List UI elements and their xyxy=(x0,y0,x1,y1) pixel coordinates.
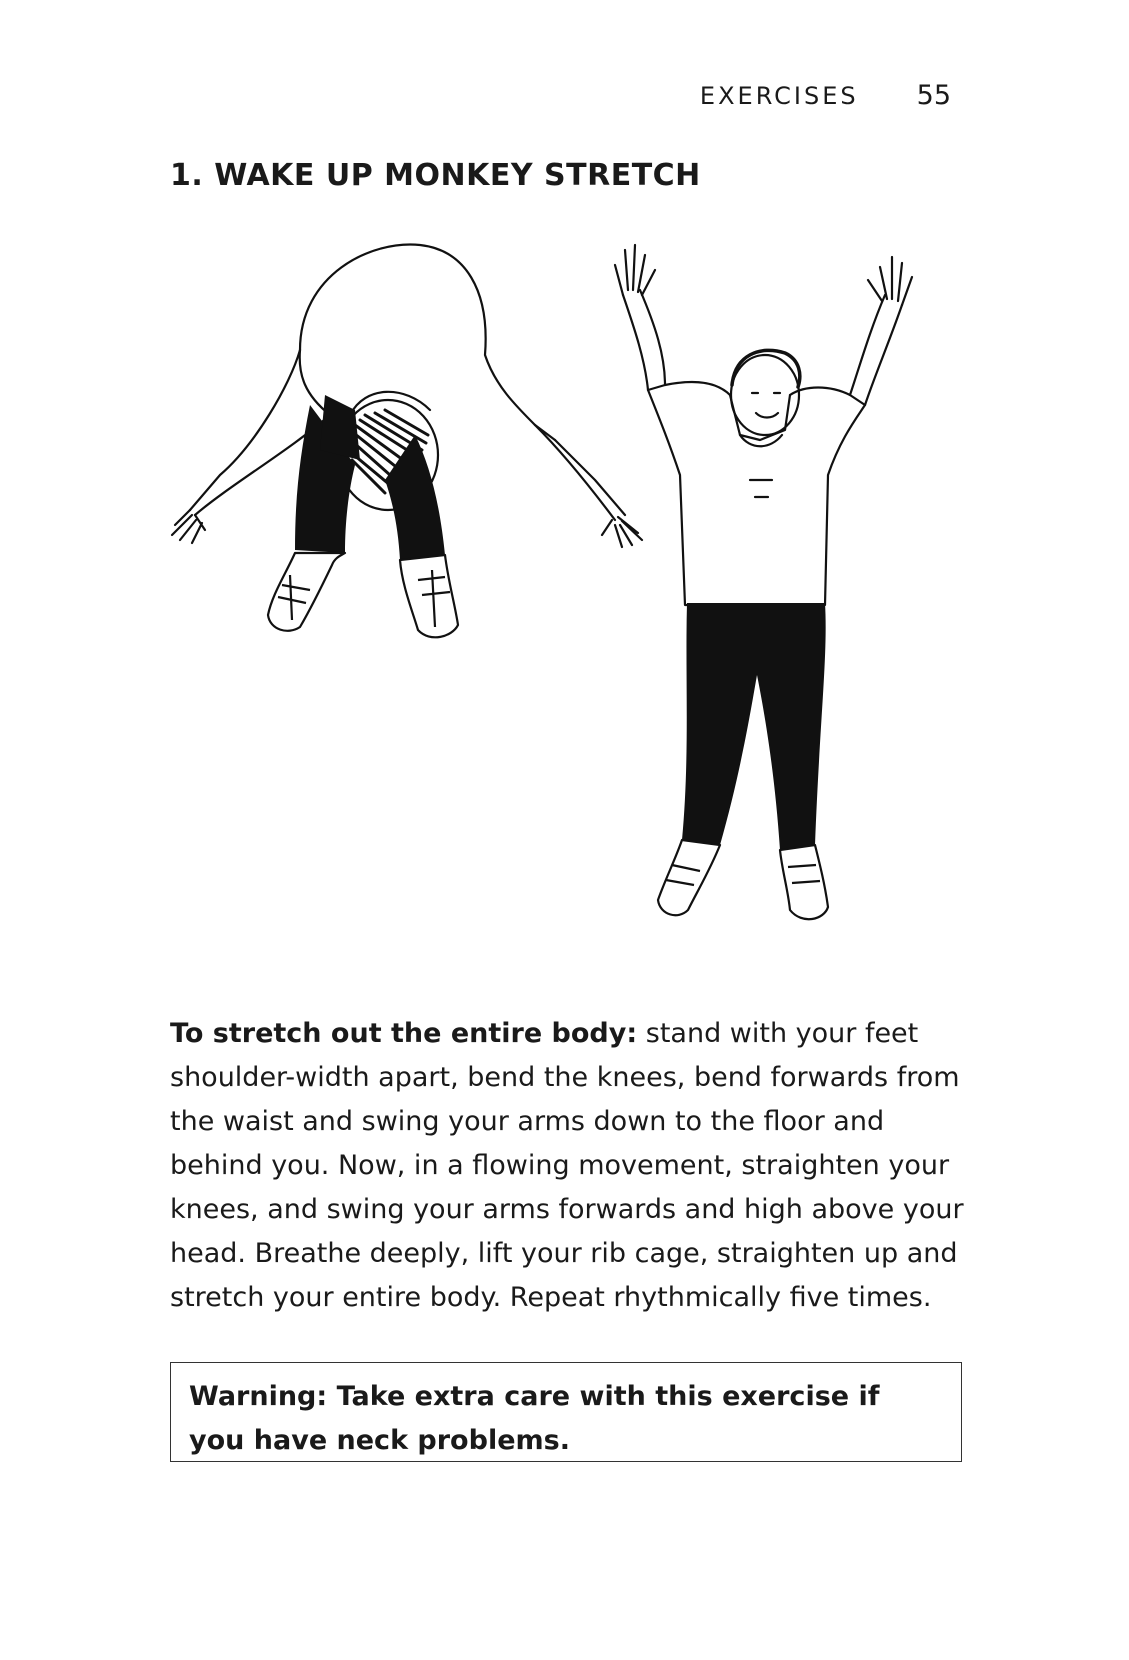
instructions-paragraph xyxy=(170,1012,970,1320)
standing-figure xyxy=(615,245,912,605)
page-number: 55 xyxy=(916,80,951,111)
bending-figure-shoes xyxy=(268,553,458,637)
section-label: EXERCISES xyxy=(699,82,859,110)
warning-text: Warning: Take extra care with this exercise if you have neck problems. xyxy=(189,1381,880,1456)
exercise-title: 1. WAKE UP MONKEY STRETCH xyxy=(170,158,701,193)
instructions-text: stand with your feet shoulder-width apart, bend the knees, bend forwards from the waist and swing your arms down to the floor and behind you. Now, in a flowing movement, straighten your knees, and swing your arms forwards and high above your head. Breathe deeply, lift your rib cage, straighten up and stretch your entire body. Repeat rhythmically five times. xyxy=(170,1018,964,1313)
exercise-illustration xyxy=(160,235,960,975)
warning-box xyxy=(170,1362,962,1462)
running-head xyxy=(700,80,951,111)
illustration-svg xyxy=(160,235,960,975)
standing-figure-shoes xyxy=(658,840,828,919)
instructions-lead: To stretch out the entire body: xyxy=(170,1018,638,1049)
standing-figure-trousers xyxy=(682,603,826,850)
